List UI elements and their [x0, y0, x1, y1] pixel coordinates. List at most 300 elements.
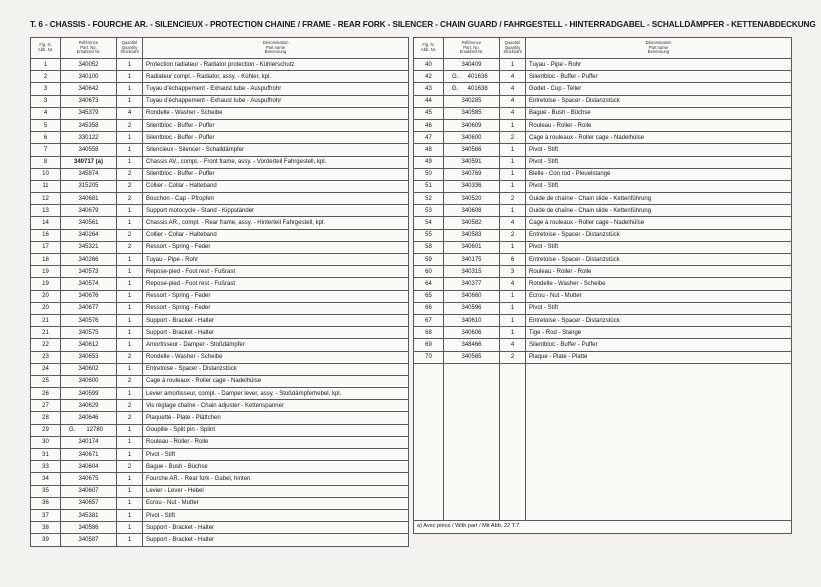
- reference-number: 340264: [78, 232, 99, 239]
- empty-cell: [414, 431, 444, 442]
- fig-number: 69: [414, 339, 444, 351]
- part-reference: [61, 132, 117, 144]
- quantity: 4: [500, 83, 526, 95]
- table-row: [31, 302, 409, 314]
- part-name: Bouchon - Cap - Pfropfen: [143, 193, 409, 205]
- reference-number: 340266: [78, 256, 99, 263]
- quantity: 1: [500, 119, 526, 131]
- empty-cell: [444, 453, 500, 464]
- table-row: [414, 229, 792, 241]
- part-reference: [61, 217, 117, 229]
- fig-number: 40: [414, 59, 444, 71]
- table-row: [414, 119, 792, 131]
- reference-number: 340673: [78, 98, 99, 105]
- quantity: 1: [500, 327, 526, 339]
- part-name: Cage à rouleaux - Roller cage - Nadelhülse: [526, 217, 792, 229]
- quantity: 4: [500, 107, 526, 119]
- header-fig: Fig. N. Abb. Nr.: [414, 38, 444, 59]
- reference-number: 340679: [78, 207, 99, 214]
- empty-cell: [444, 487, 500, 498]
- part-reference: [61, 400, 117, 412]
- fig-number: 18: [31, 254, 61, 266]
- table-row: [31, 497, 409, 509]
- empty-cell: [414, 476, 444, 487]
- table-row: [414, 290, 792, 302]
- reference-number: 340100: [78, 73, 99, 80]
- part-reference: [61, 375, 117, 387]
- quantity: 1: [500, 59, 526, 71]
- fig-number: 6: [31, 132, 61, 144]
- table-row: [414, 278, 792, 290]
- part-reference: [444, 229, 500, 241]
- part-name: Support - Bracket - Halter: [143, 327, 409, 339]
- footnote-row: [414, 521, 792, 533]
- reference-prefix: G.: [452, 73, 459, 80]
- empty-cell: [526, 386, 792, 397]
- part-reference: [61, 144, 117, 156]
- part-reference: [61, 327, 117, 339]
- quantity: 1: [117, 59, 143, 71]
- table-row: [414, 205, 792, 217]
- table-row: [31, 156, 409, 168]
- part-name: Cage à rouleaux - Roller cage - Nadelhülse: [526, 132, 792, 144]
- fig-number: 26: [31, 388, 61, 400]
- fig-number: 46: [414, 119, 444, 131]
- header-ref: Référence Part. No. Ersatzteil Nr.: [61, 38, 117, 59]
- empty-cell: [414, 453, 444, 464]
- empty-cell: [414, 386, 444, 397]
- table-row: [414, 193, 792, 205]
- empty-cell: [500, 498, 526, 509]
- fig-number: 3: [31, 95, 61, 107]
- fig-number: 43: [414, 83, 444, 95]
- table-row: [31, 278, 409, 290]
- quantity: 1: [117, 266, 143, 278]
- table-row: [31, 327, 409, 339]
- fig-number: 28: [31, 412, 61, 424]
- table-row: [414, 83, 792, 95]
- part-name: Collier - Collar - Halteband: [143, 229, 409, 241]
- quantity: 1: [117, 363, 143, 375]
- quantity: 2: [500, 229, 526, 241]
- part-name: Repose-pied - Foot rest - Fußrast: [143, 266, 409, 278]
- quantity: 6: [500, 254, 526, 266]
- part-name: Pivot - Stift: [526, 302, 792, 314]
- reference-prefix: G.: [452, 85, 459, 92]
- part-reference: [444, 95, 500, 107]
- fig-number: 37: [31, 509, 61, 521]
- quantity: 2: [500, 132, 526, 144]
- fig-number: 8: [31, 156, 61, 168]
- quantity: 1: [117, 217, 143, 229]
- fig-number: 14: [31, 217, 61, 229]
- part-name: Guide de chaîne - Chain slide - Kettenführung: [526, 205, 792, 217]
- quantity: 1: [500, 205, 526, 217]
- reference-number: 345321: [78, 244, 99, 251]
- reference-number: 348466: [461, 341, 482, 348]
- fig-number: 29: [31, 424, 61, 436]
- table-row: [31, 314, 409, 326]
- fig-number: 55: [414, 229, 444, 241]
- table-row: [414, 302, 792, 314]
- part-reference: [61, 59, 117, 71]
- fig-number: 21: [31, 314, 61, 326]
- fig-number: 64: [414, 278, 444, 290]
- quantity: 1: [117, 509, 143, 521]
- table-row: [414, 241, 792, 253]
- quantity: 1: [117, 497, 143, 509]
- table-header-row: [414, 38, 792, 59]
- part-reference: [444, 302, 500, 314]
- part-name: Support - Bracket - Halter: [143, 522, 409, 534]
- empty-row: [414, 408, 792, 419]
- page-title: T. 6 - CHASSIS - FOURCHE AR. - SILENCIEUX - PROTECTION CHAINE / FRAME - REAR FORK - SILENCER - CHAIN GUARD / FAHRGESTELL - HINTERRADGABEL - SCHALLDÄMPFER - KETTENABDECKUNG: [30, 20, 816, 29]
- fig-number: 66: [414, 302, 444, 314]
- table-row: [31, 95, 409, 107]
- reference-number: 340602: [78, 366, 99, 373]
- reference-number: 340583: [461, 232, 482, 239]
- empty-cell: [414, 363, 444, 375]
- part-name: Repose-pied - Foot rest - Fußrast: [143, 278, 409, 290]
- fig-number: 21: [31, 327, 61, 339]
- reference-number: 340175: [461, 256, 482, 263]
- fig-number: 17: [31, 241, 61, 253]
- part-reference: [444, 290, 500, 302]
- empty-cell: [414, 420, 444, 431]
- quantity: 2: [117, 375, 143, 387]
- empty-cell: [500, 442, 526, 453]
- part-name: Radiateur compl. - Radiator, assy. - Kühler, kpl.: [143, 71, 409, 83]
- reference-number: 340657: [78, 500, 99, 507]
- empty-row: [414, 397, 792, 408]
- table-header-row: [31, 38, 409, 59]
- fig-number: 20: [31, 290, 61, 302]
- table-row: [31, 522, 409, 534]
- table-row: [414, 144, 792, 156]
- part-name: Pivot - Stift: [526, 180, 792, 192]
- part-reference: [61, 107, 117, 119]
- reference-number: 340336: [461, 183, 482, 190]
- part-name: Levier amortisseur, compl. - Damper lever, assy. - Stoßdämpferhebel, kpl.: [143, 388, 409, 400]
- reference-number: 345381: [78, 512, 99, 519]
- part-name: Tuyau - Pipe - Rohr: [526, 59, 792, 71]
- part-reference: [61, 229, 117, 241]
- part-reference: [444, 107, 500, 119]
- table-row: [31, 290, 409, 302]
- empty-cell: [500, 363, 526, 375]
- fig-number: 24: [31, 363, 61, 375]
- fig-number: 47: [414, 132, 444, 144]
- quantity: 1: [117, 302, 143, 314]
- empty-cell: [414, 442, 444, 453]
- empty-cell: [500, 476, 526, 487]
- fig-number: 12: [31, 193, 61, 205]
- part-reference: [61, 339, 117, 351]
- reference-number: 340677: [78, 305, 99, 312]
- part-reference: [61, 83, 117, 95]
- part-name: Ecrou - Nut - Mutter: [526, 290, 792, 302]
- parts-table-right: [413, 37, 792, 534]
- table-row: [414, 59, 792, 71]
- quantity: 2: [117, 351, 143, 363]
- fig-number: 19: [31, 266, 61, 278]
- part-name: Rondelle - Washer - Scheibe: [526, 278, 792, 290]
- fig-number: 31: [31, 449, 61, 461]
- quantity: 2: [117, 168, 143, 180]
- fig-number: 16: [31, 229, 61, 241]
- reference-number: 340601: [461, 244, 482, 251]
- empty-cell: [526, 420, 792, 431]
- part-name: Guide de chaîne - Chain slide - Kettenführung: [526, 193, 792, 205]
- table-row: [414, 132, 792, 144]
- reference-number: 340052: [78, 61, 99, 68]
- table-row: [414, 71, 792, 83]
- empty-cell: [526, 408, 792, 419]
- quantity: 1: [117, 339, 143, 351]
- part-name: Pivot - Stift: [526, 144, 792, 156]
- fig-number: 60: [414, 266, 444, 278]
- table-row: [31, 205, 409, 217]
- table-row: [31, 485, 409, 497]
- table-row: [414, 168, 792, 180]
- part-name: Collier - Collar - Halteband: [143, 180, 409, 192]
- reference-prefix: G.: [69, 427, 76, 434]
- part-name: Protection radiateur - Radiator protection - Kühlerschutz: [143, 59, 409, 71]
- table-row: [31, 266, 409, 278]
- part-reference: [444, 144, 500, 156]
- part-name: Ecrou - Nut - Mutter: [143, 497, 409, 509]
- quantity: 1: [117, 424, 143, 436]
- part-name: Entretoise - Spacer - Distanzstück: [526, 254, 792, 266]
- empty-row: [414, 375, 792, 386]
- reference-number: 340409: [461, 61, 482, 68]
- header-qty: Quantité Quantity Stückzahl: [500, 38, 526, 59]
- part-name: Bielle - Con rod - Pleuelstange: [526, 168, 792, 180]
- part-name: Tuyau d'échappement - Exhaust tube - Auspuffrohr: [143, 83, 409, 95]
- part-name: Ressort - Spring - Feder: [143, 302, 409, 314]
- reference-number: 340285: [461, 98, 482, 105]
- fig-number: 54: [414, 217, 444, 229]
- part-name: Silentbloc - Buffer - Puffer: [143, 168, 409, 180]
- table-row: [31, 375, 409, 387]
- empty-row: [414, 453, 792, 464]
- part-name: Rouleau - Roller - Rolle: [526, 266, 792, 278]
- quantity: 4: [500, 71, 526, 83]
- reference-number: 340174: [78, 439, 99, 446]
- empty-row: [414, 363, 792, 375]
- fig-number: 70: [414, 351, 444, 363]
- part-name: Tuyau - Pipe - Rohr: [143, 254, 409, 266]
- part-reference: [444, 266, 500, 278]
- empty-cell: [444, 464, 500, 475]
- parts-table-left: [30, 37, 409, 547]
- empty-cell: [444, 375, 500, 386]
- reference-number: 345358: [78, 122, 99, 129]
- quantity: 1: [117, 144, 143, 156]
- fig-number: 36: [31, 497, 61, 509]
- empty-cell: [500, 509, 526, 521]
- part-reference: [61, 278, 117, 290]
- empty-cell: [414, 498, 444, 509]
- quantity: 1: [117, 327, 143, 339]
- reference-number: 340566: [461, 146, 482, 153]
- part-name: Chassis AV., compl. - Front frame, assy. - Vorderteil Fahrgestell, kpl.: [143, 156, 409, 168]
- part-name: Pivot - Stift: [143, 509, 409, 521]
- table-row: [31, 400, 409, 412]
- reference-number: 340676: [78, 293, 99, 300]
- fig-number: 13: [31, 205, 61, 217]
- quantity: 1: [117, 522, 143, 534]
- quantity: 1: [500, 144, 526, 156]
- fig-number: 35: [31, 485, 61, 497]
- reference-number: 340575: [78, 329, 99, 336]
- empty-cell: [526, 442, 792, 453]
- quantity: 2: [117, 400, 143, 412]
- part-reference: [61, 473, 117, 485]
- table-row: [31, 509, 409, 521]
- part-name: Entretoise - Spacer - Distanzstück: [526, 314, 792, 326]
- quantity: 2: [500, 193, 526, 205]
- empty-cell: [500, 420, 526, 431]
- fig-number: 48: [414, 144, 444, 156]
- quantity: 1: [500, 290, 526, 302]
- empty-cell: [526, 509, 792, 521]
- quantity: 4: [117, 107, 143, 119]
- table-row: [31, 132, 409, 144]
- table-row: [31, 412, 409, 424]
- fig-number: 19: [31, 278, 61, 290]
- quantity: 2: [117, 193, 143, 205]
- quantity: 4: [500, 95, 526, 107]
- reference-number: 340520: [461, 195, 482, 202]
- empty-row: [414, 464, 792, 475]
- part-reference: [61, 302, 117, 314]
- table-row: [414, 217, 792, 229]
- reference-number: 340609: [461, 122, 482, 129]
- reference-number: 340565: [461, 354, 482, 361]
- table-row: [414, 254, 792, 266]
- reference-number: 340558: [78, 146, 99, 153]
- header-denomination: Dénomination Part name Benennung: [526, 38, 792, 59]
- quantity: 1: [117, 83, 143, 95]
- table-row: [31, 119, 409, 131]
- reference-number: 340608: [461, 207, 482, 214]
- part-reference: [61, 71, 117, 83]
- table-row: [31, 388, 409, 400]
- part-name: Silencieux - Silencer - Schalldämpfer: [143, 144, 409, 156]
- part-reference: [61, 534, 117, 546]
- fig-number: 5: [31, 119, 61, 131]
- fig-number: 65: [414, 290, 444, 302]
- table-row: [414, 107, 792, 119]
- quantity: 1: [500, 241, 526, 253]
- part-reference: [444, 168, 500, 180]
- part-reference: [444, 83, 500, 95]
- fig-number: 49: [414, 156, 444, 168]
- part-reference: [444, 217, 500, 229]
- reference-number: 340612: [78, 341, 99, 348]
- empty-cell: [526, 397, 792, 408]
- reference-number: 340574: [78, 280, 99, 287]
- reference-number: 345379: [78, 110, 99, 117]
- quantity: 1: [500, 156, 526, 168]
- quantity: 2: [117, 119, 143, 131]
- fig-number: 50: [414, 168, 444, 180]
- part-name: Support motocycle - Stand - Kippständer: [143, 205, 409, 217]
- footnote: a) Avec pièce / With part / Mit Abb. 22 T.7.: [414, 521, 792, 533]
- empty-cell: [444, 442, 500, 453]
- part-reference: [61, 193, 117, 205]
- empty-row: [414, 420, 792, 431]
- reference-number: 340600: [461, 134, 482, 141]
- table-row: [414, 351, 792, 363]
- empty-cell: [444, 498, 500, 509]
- table-row: [414, 180, 792, 192]
- empty-row: [414, 476, 792, 487]
- empty-cell: [526, 453, 792, 464]
- table-row: [31, 241, 409, 253]
- fig-number: 25: [31, 375, 61, 387]
- quantity: 4: [500, 339, 526, 351]
- part-reference: [444, 241, 500, 253]
- empty-cell: [500, 464, 526, 475]
- quantity: 1: [117, 534, 143, 546]
- table-row: [414, 95, 792, 107]
- part-name: Chassis AR., compl. - Rear frame, assy. - Hinterteil Fahrgestell, kpl.: [143, 217, 409, 229]
- empty-cell: [444, 408, 500, 419]
- fig-number: 4: [31, 107, 61, 119]
- reference-number: 12780: [86, 427, 104, 434]
- table-row: [31, 229, 409, 241]
- quantity: 1: [500, 314, 526, 326]
- header-ref: Référence Part. No. Ersatzteil Nr.: [444, 38, 500, 59]
- reference-number: 340604: [78, 463, 99, 470]
- quantity: 1: [117, 278, 143, 290]
- reference-number: 340769: [461, 171, 482, 178]
- table-row: [414, 156, 792, 168]
- empty-cell: [500, 408, 526, 419]
- fig-number: 52: [414, 193, 444, 205]
- empty-cell: [500, 375, 526, 386]
- empty-cell: [526, 498, 792, 509]
- part-reference: [444, 254, 500, 266]
- fig-number: 11: [31, 180, 61, 192]
- empty-cell: [414, 487, 444, 498]
- table-row: [414, 266, 792, 278]
- empty-cell: [500, 487, 526, 498]
- quantity: 1: [117, 205, 143, 217]
- reference-number: 340629: [78, 402, 99, 409]
- part-reference: [61, 449, 117, 461]
- empty-cell: [526, 363, 792, 375]
- empty-row: [414, 386, 792, 397]
- part-reference: [61, 314, 117, 326]
- empty-cell: [444, 420, 500, 431]
- fig-number: 44: [414, 95, 444, 107]
- part-reference: [61, 388, 117, 400]
- table-row: [31, 436, 409, 448]
- part-reference: [61, 497, 117, 509]
- empty-cell: [414, 397, 444, 408]
- quantity: 2: [117, 180, 143, 192]
- quantity: 4: [500, 278, 526, 290]
- fig-number: 59: [414, 254, 444, 266]
- part-reference: [444, 71, 500, 83]
- quantity: 2: [117, 412, 143, 424]
- part-name: Levier - Lever - Hebel: [143, 485, 409, 497]
- table-row: [31, 144, 409, 156]
- part-reference: [61, 461, 117, 473]
